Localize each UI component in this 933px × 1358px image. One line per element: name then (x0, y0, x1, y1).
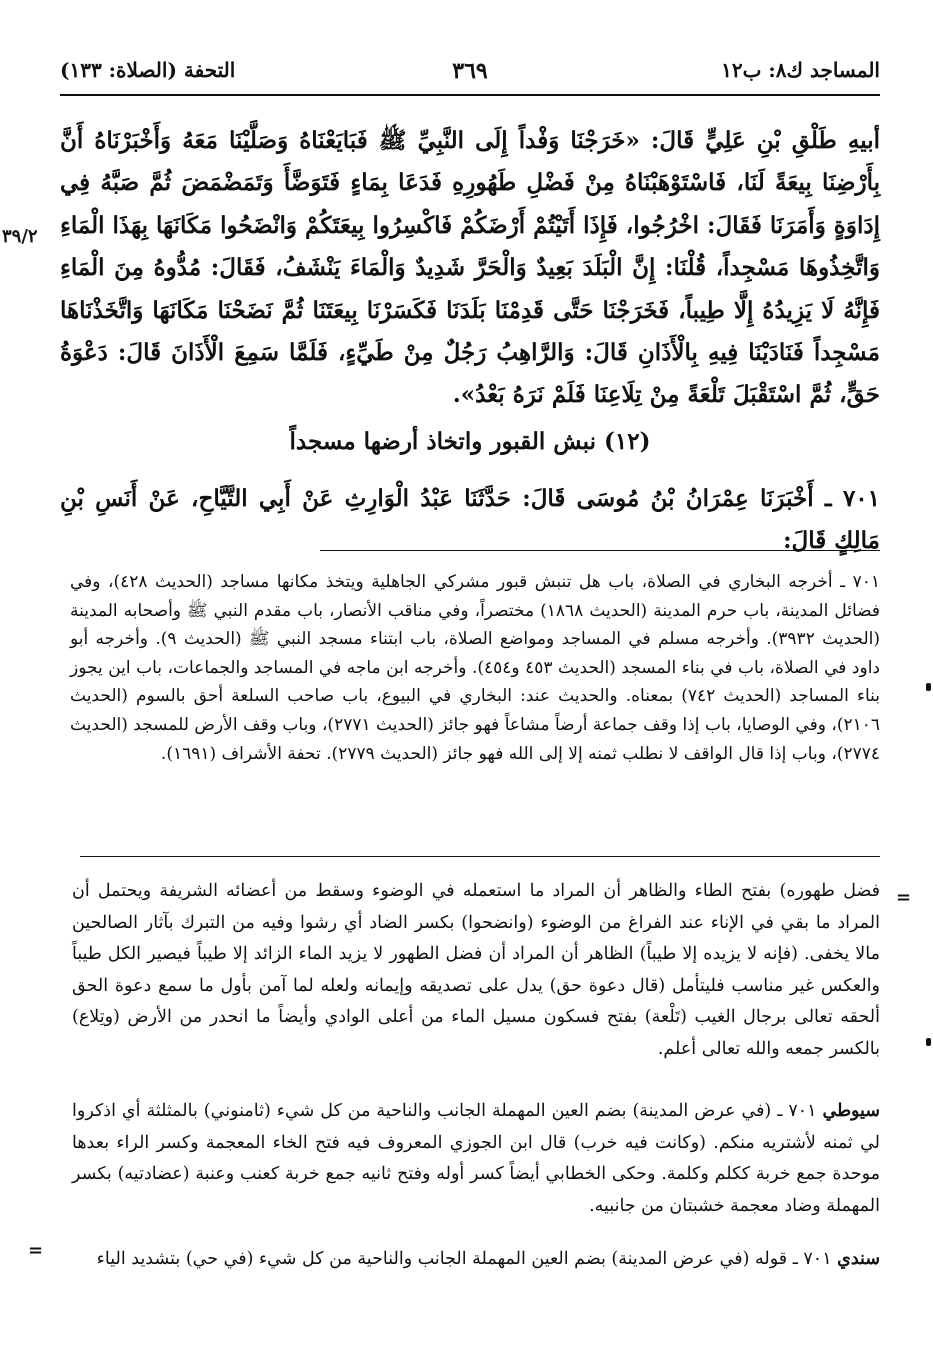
margin-volume-reference: ٣٩/٢ (2, 226, 38, 247)
suyuti-text: ٧٠١ ـ (في عرض المدينة) بضم العين المهملة الجانب والناحية من كل شيء (ثامنوني) بالمثلثة أي اذكروا لي ثمنه لأشتريه منكم. (وكانت فيه خرب) قال ابن الجوزي المعروف فيه فتح الخاء المعجمة وكسر الراء بعدها موحدة جمع خربة ككلم وكلمة. وحكى الخطابي أيضاً كسر أوله وفتح ثانيه جمع خربة كعنب وعنبة (عضادتيه) بكسر المهملة وضاد معجمة خشبتان من جانبيه. (72, 1101, 880, 1216)
running-header (60, 58, 880, 92)
commentary-continued (72, 876, 880, 1065)
chapter-reference: المساجد ك٨: ب١٢ (721, 58, 880, 82)
section-heading: (١٢) نبش القبور واتخاذ أرضها مسجداً (289, 428, 651, 455)
tuhfa-reference: التحفة (الصلاة: ١٣٣) (60, 58, 236, 82)
commentary-divider (80, 856, 880, 857)
sindi-label: سندي (837, 1249, 880, 1269)
page-number: ٣٦٩ (452, 58, 488, 84)
header-rule (60, 94, 880, 96)
scan-edge-mark (926, 683, 931, 691)
takhrij-text: ٧٠١ ـ أخرجه البخاري في الصلاة، باب هل تنبش قبور مشركي الجاهلية ويتخذ مكانها مساجد (الحديث ٤٢٨)، وفي فضائل المدينة، باب حرم المدينة (الحديث ١٨٦٨) مختصراً، وفي مناقب الأنصار، باب مقدم النبي ﷺ وأصحابه المدينة (الحديث ٣٩٣٢). وأخرجه مسلم في المساجد ومواضع الصلاة، باب ابتناء مسجد النبي ﷺ (الحديث ٩). وأخرجه أبو داود في الصلاة، باب في بناء المسجد (الحديث ٤٥٣ و٤٥٤). وأخرجه ابن ماجه في المساجد والجماعات، باب اين يجوز بناء المساجد (الحديث ٧٤٢) بمعناه. والحديث عند: البخاري في البيوع، باب صاحب السلعة أحق بالسوم (الحديث ٢١٠٦)، وفي الوصايا، باب إذا وقف جماعة أرضاً مشاعاً فهو جائز (الحديث ٢٧٧١)، وباب وقف الأرض للمسجد (الحديث ٢٧٧٤)، وباب إذا قال الواقف لا نطلب ثمنه إلا إلى الله فهو جائز (الحديث ٢٧٧٩). تحفة الأشراف (١٦٩١). (70, 572, 881, 764)
commentary-sindi (72, 1244, 880, 1276)
continuation-marker-top: = (896, 887, 912, 908)
commentary-suyuti (72, 1096, 880, 1222)
hadith-701-isnad: ٧٠١ ـ أَخْبَرَنَا عِمْرَانُ بْنُ مُوسَى قَالَ: حَدَّثَنَا عَبْدُ الْوَارِثِ عَنْ أَبِي التَّيَّاحِ، عَنْ أَنَسِ بْنِ مَالِكٍ قَالَ: (60, 485, 880, 554)
takhrij-footnote (70, 568, 880, 768)
scan-edge-mark (926, 1038, 931, 1046)
hadith-main-text (60, 120, 880, 417)
hadith-paragraph: أبيهِ طَلْقِ بْنِ عَلِيٍّ قَالَ: «خَرَجْنَا وَفْداً إِلَى النَّبِيِّ ﷺ فَبَايَعْنَاهُ وَصَلَّيْنَا مَعَهُ وَأَخْبَرْنَاهُ أَنَّ بِأَرْضِنَا بِيعَةً لَنَا، فَاسْتَوْهَبْنَاهُ مِنْ فَضْلِ طَهُورِهِ فَدَعَا بِمَاءٍ فَتَوَضَّأَ وَتَمَضْمَضَ ثُمَّ صَبَّهُ فِي إِدَاوَةٍ وَأَمَرَنَا فَقَالَ: اخْرُجُوا، فَإِذَا أَتَيْتُمْ أَرْضَكُمْ فَاكْسِرُوا بِيعَتَكُمْ وَانْضَحُوا مَكَانَهَا بِهَذَا الْمَاءِ وَاتَّخِذُوهَا مَسْجِداً، قُلْنَا: إِنَّ الْبَلَدَ بَعِيدٌ وَالْحَرَّ شَدِيدٌ وَالْمَاءَ يَنْشَفُ، فَقَالَ: مُدُّوهُ مِنَ الْمَاءِ فَإِنَّهُ لَا يَزِيدُهُ إِلَّا طِيباً، فَخَرَجْنَا حَتَّى قَدِمْنَا بَلَدَنَا فَكَسَرْنَا بِيعَتَنَا ثُمَّ نَضَحْنَا مَكَانَهَا وَاتَّخَذْنَاهَا مَسْجِداً فَنَادَيْنَا فِيهِ بِالْأَذَانِ قَالَ: وَالرَّاهِبُ رَجُلٌ مِنْ طَيِّءٍ، فَلَمَّا سَمِعَ الْأَذَانَ قَالَ: دَعْوَةُ حَقٍّ، ثُمَّ اسْتَقْبَلَ تَلْعَةً مِنْ تِلَاعِنَا فَلَمْ نَرَهُ بَعْدُ». (60, 127, 880, 409)
sindi-text: ٧٠١ ـ قوله (في عرض المدينة) بضم العين المهملة الجانب والناحية من كل شيء (في حي) بتشديد الياء (96, 1249, 832, 1269)
commentary-text: فضل طهوره) بفتح الطاء والظاهر أن المراد ما استعمله في الوضوء وسقط من أعضائه الشريفة ويحتمل أن المراد ما بقي في الإناء عند الفراغ من الوضوء (وانضحوا) بكسر الضاد أي رشوا وفيه من التبرك بآثار الصالحين مالا يخفى. (فإنه لا يزيده إلا طيباً) الظاهر أن المراد أن فضل الطهور لا يزيد الماء الزائد إلا طيباً فيصير الكل طيباً والعكس غير مناسب فليتأمل (قال دعوة حق) يدل على تصديقه وإيمانه ولعله لما آمن بأول ما سمع دعوة الحق ألحقه تعالى برجال الغيب (تَلْعة) بفتح فسكون مسيل الماء من أعلى الوادي وأيضاً ما انحدر من الأرض (وتِلاع) بالكسر جمعه والله تعالى أعلم. (72, 881, 880, 1059)
footnote-divider (320, 550, 880, 551)
suyuti-label: سيوطي (822, 1101, 880, 1121)
continuation-marker-bottom: = (28, 1240, 44, 1261)
